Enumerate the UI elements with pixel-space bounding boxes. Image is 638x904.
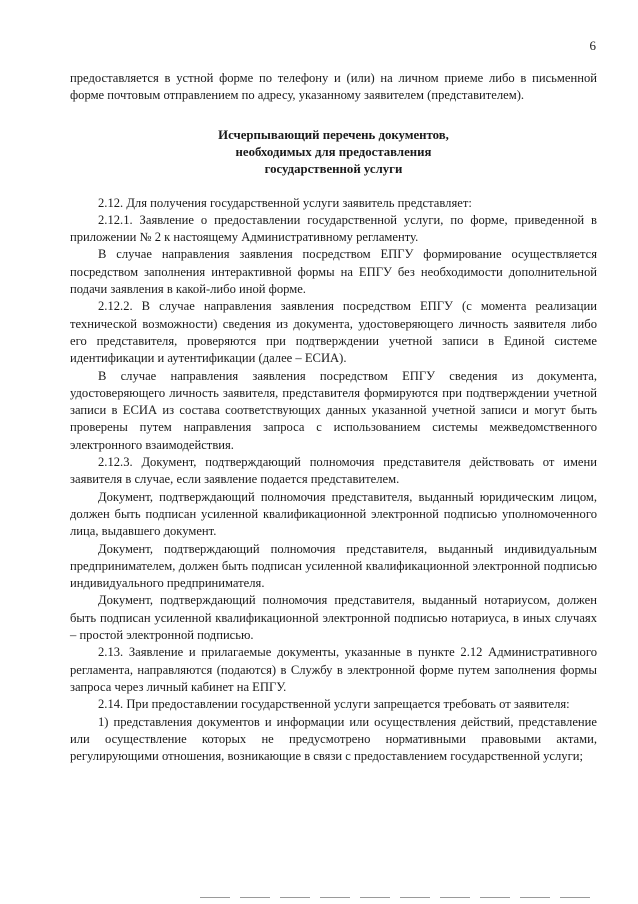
heading-line-3: государственной услуги [264, 161, 403, 176]
heading-line-1: Исчерпывающий перечень документов, [218, 127, 449, 142]
section-heading [70, 127, 597, 178]
heading-line-2: необходимых для предоставления [235, 144, 432, 159]
paragraph-2-12-2: 2.12.2. В случае направления заявления посредством ЕПГУ (с момента реализации технической возможности) сведения из документа, удостоверяющего личность заявителя либо его представителя, проверяются при подтверждении учетной записи в Единой системе идентификации и аутентификации (далее – ЕСИА). [70, 299, 597, 366]
paragraph-2-14: 2.14. При предоставлении государственной услуги запрещается требовать от заявителя: [98, 697, 570, 712]
document-body [70, 70, 597, 765]
paragraph-2-13: 2.13. Заявление и прилагаемые документы, указанные в пункте 2.12 Административного регламента, направляются (подаются) в Службу в электронной форме путем заполнения формы запроса через личный кабинет на ЕПГУ. [70, 645, 597, 694]
paragraph-2-12: 2.12. Для получения государственной услуги заявитель представляет: [98, 195, 472, 210]
page-number: 6 [589, 38, 596, 53]
paragraph-esia-data: В случае направления заявления посредством ЕПГУ сведения из документа, удостоверяющего личность заявителя, представителя формируются при подтверждении учетной записи в ЕСИА из состава соответствующих данных указанной учетной записи и могут быть проверены путем направления запроса с использованием системы межведомственного электронного взаимодействия. [70, 368, 597, 452]
paragraph-epgu-form: В случае направления заявления посредством ЕПГУ формирование осуществляется посредством заполнения интерактивной формы на ЕПГУ без необходимости дополнительной подачи заявления в какой-либо иной форме. [70, 247, 597, 297]
paragraph-entrepreneur: Документ, подтверждающий полномочия представителя, выданный индивидуальным предпринимателем, должен быть подписан усиленной квалификационной электронной подписью индивидуального предпринимателя. [70, 541, 597, 591]
paragraph-2-12-3: 2.12.3. Документ, подтверждающий полномочия представителя действовать от имени заявителя в случае, если заявление подается представителем. [70, 455, 597, 487]
scan-artifact-line [200, 897, 600, 898]
paragraph-item-1: 1) представления документов и информации или осуществления действий, представление или осуществление которых не предусмотрено нормативными правовыми актами, регулирующими отношения, возникающие в связи с предоставлением государственной услуги; [70, 714, 597, 764]
intro-paragraph: предоставляется в устной форме по телефону и (или) на личном приеме либо в письменной форме почтовым отправлением по адресу, указанному заявителем (представителем). [70, 71, 597, 103]
paragraph-notary: Документ, подтверждающий полномочия представителя, выданный нотариусом, должен быть подписан усиленной квалификационной электронной подписью нотариуса, в иных случаях – простой электронной подписью. [70, 593, 597, 643]
paragraph-2-12-1: 2.12.1. Заявление о предоставлении государственной услуги, по форме, приведенной в приложении № 2 к настоящему Административному регламенту. [70, 212, 597, 245]
paragraph-legal-entity: Документ, подтверждающий полномочия представителя, выданный юридическим лицом, должен быть подписан усиленной квалификационной электронной подписью уполномоченного лица, выдавшего документ. [70, 489, 597, 539]
